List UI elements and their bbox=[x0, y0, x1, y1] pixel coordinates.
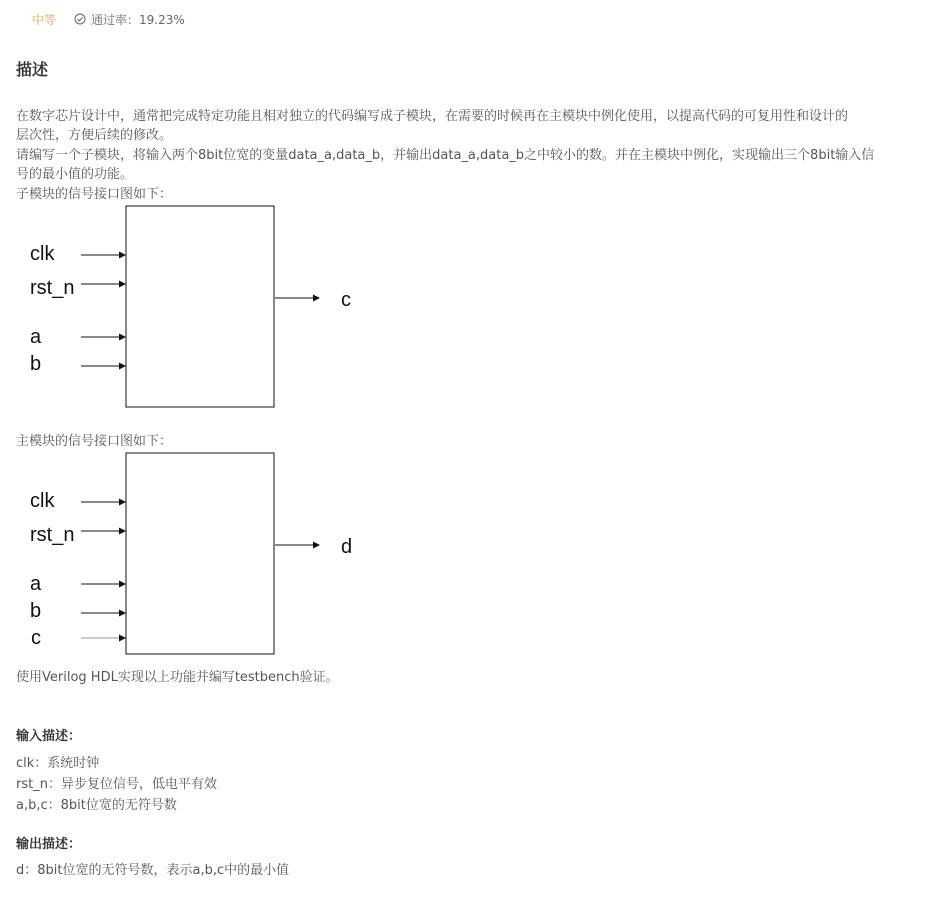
main-module-caption: 主模块的信号接口图如下： bbox=[16, 434, 173, 449]
input-description-title: 输入描述： bbox=[16, 729, 82, 744]
closing-text: 使用Verilog HDL实现以上功能并编写testbench验证。 bbox=[16, 670, 339, 685]
sub-input-label-clk: clk bbox=[30, 243, 55, 265]
description-title: 描述 bbox=[16, 60, 49, 79]
sub-module-diagram bbox=[16, 205, 376, 410]
main-module-diagram bbox=[16, 452, 376, 657]
sub-module-box bbox=[126, 206, 274, 407]
output-description-list bbox=[16, 861, 916, 880]
pass-rate bbox=[74, 11, 185, 28]
main-input-label-c: c bbox=[31, 627, 41, 649]
pass-rate-text: 通过率：19.23% bbox=[91, 12, 185, 27]
description-line: 层次性，方便后续的修改。 bbox=[16, 128, 173, 143]
description-paragraph-2 bbox=[16, 146, 916, 184]
check-circle-icon bbox=[74, 13, 86, 25]
sub-output-label-c: c bbox=[341, 289, 351, 311]
input-description-list bbox=[16, 753, 916, 816]
main-input-label-clk: clk bbox=[30, 490, 55, 512]
main-output-label-d: d bbox=[341, 536, 353, 558]
input-description-line: clk：系统时钟 bbox=[16, 756, 100, 771]
description-line: 请编写一个子模块，将输入两个8bit位宽的变量data_a,data_b，并输出data_a,data_b之中较小的数。并在主模块中例化，实现输出三个8bit输入信 bbox=[16, 148, 875, 163]
difficulty-badge: 中等 bbox=[32, 12, 57, 27]
description-line: 在数字芯片设计中，通常把完成特定功能且相对独立的代码编写成子模块，在需要的时候再在主模块中例化使用，以提高代码的可复用性和设计的 bbox=[16, 109, 849, 124]
main-input-label-b: b bbox=[30, 600, 42, 622]
main-module-box bbox=[126, 453, 274, 654]
description-paragraph-1 bbox=[16, 107, 916, 145]
description-line: 号的最小值的功能。 bbox=[16, 167, 134, 182]
output-description-title: 输出描述： bbox=[16, 837, 82, 852]
main-input-label-rst-n: rst_n bbox=[30, 524, 75, 546]
sub-input-label-b: b bbox=[30, 353, 42, 375]
main-input-label-a: a bbox=[30, 573, 42, 595]
sub-module-caption: 子模块的信号接口图如下： bbox=[16, 187, 173, 202]
output-description-line: d：8bit位宽的无符号数，表示a,b,c中的最小值 bbox=[16, 863, 290, 878]
problem-meta-bar bbox=[32, 10, 185, 28]
sub-input-label-a: a bbox=[30, 326, 42, 348]
sub-input-label-rst-n: rst_n bbox=[30, 277, 75, 299]
input-description-line: rst_n：异步复位信号，低电平有效 bbox=[16, 777, 217, 792]
input-description-line: a,b,c：8bit位宽的无符号数 bbox=[16, 798, 177, 813]
